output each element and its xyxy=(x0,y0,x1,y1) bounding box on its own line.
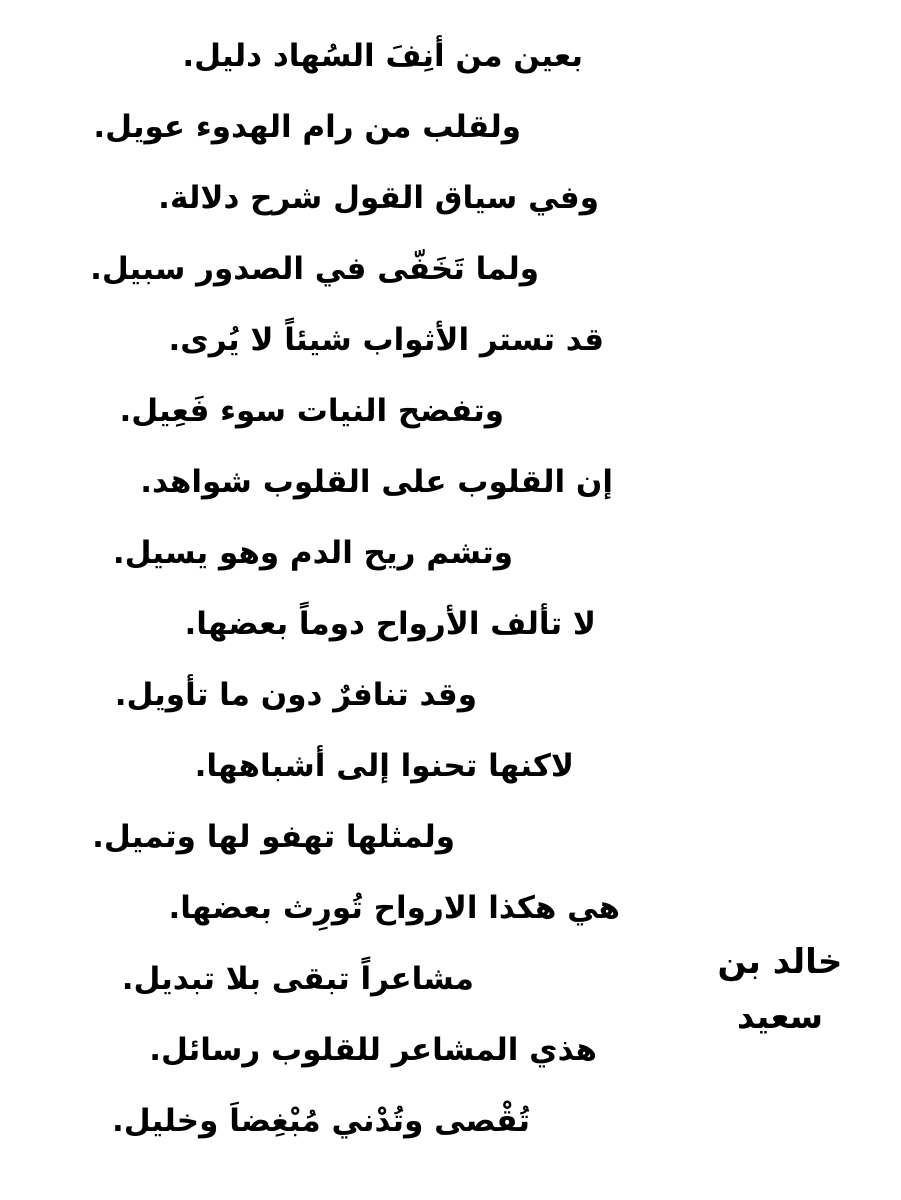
poem-line: ولقلب من رام الهدوء عويل. xyxy=(93,109,521,145)
poem-line: تُقْصى وتُدْني مُبْغِضاَ وخليل. xyxy=(112,1103,530,1139)
poem-line: وفي سياق القول شرح دلالة. xyxy=(158,180,599,216)
author-first-name: خالد بن xyxy=(717,942,843,982)
poem-line: وتشم ريح الدم وهو يسيل. xyxy=(112,535,513,571)
poem-line: هي هكذا الارواح تُورِث بعضها. xyxy=(168,890,620,926)
poem-line: قد تستر الأثواب شيئاً لا يُرى. xyxy=(168,322,604,358)
poem-line: ولما تَخَفّى في الصدور سبيل. xyxy=(90,251,539,287)
poem-line: لاكنها تحنوا إلى أشباهها. xyxy=(194,748,574,784)
poem-line: ولمثلها تهفو لها وتميل. xyxy=(92,819,455,855)
poem-line: هذي المشاعر للقلوب رسائل. xyxy=(149,1032,597,1068)
author-last-name: سعيد xyxy=(736,997,824,1037)
poem-line: بعين من أنِفَ السُهاد دليل. xyxy=(182,38,583,74)
poem-line: مشاعراً تبقى بلا تبديل. xyxy=(121,961,474,997)
poem-line: وقد تنافرٌ دون ما تأويل. xyxy=(114,677,477,713)
poem-line: وتفضح النيات سوء فَعِيل. xyxy=(119,393,504,429)
author-name xyxy=(705,935,855,1045)
poem-line: إن القلوب على القلوب شواهد. xyxy=(140,464,613,500)
poem-line: لا تألف الأرواح دوماً بعضها. xyxy=(184,606,596,642)
